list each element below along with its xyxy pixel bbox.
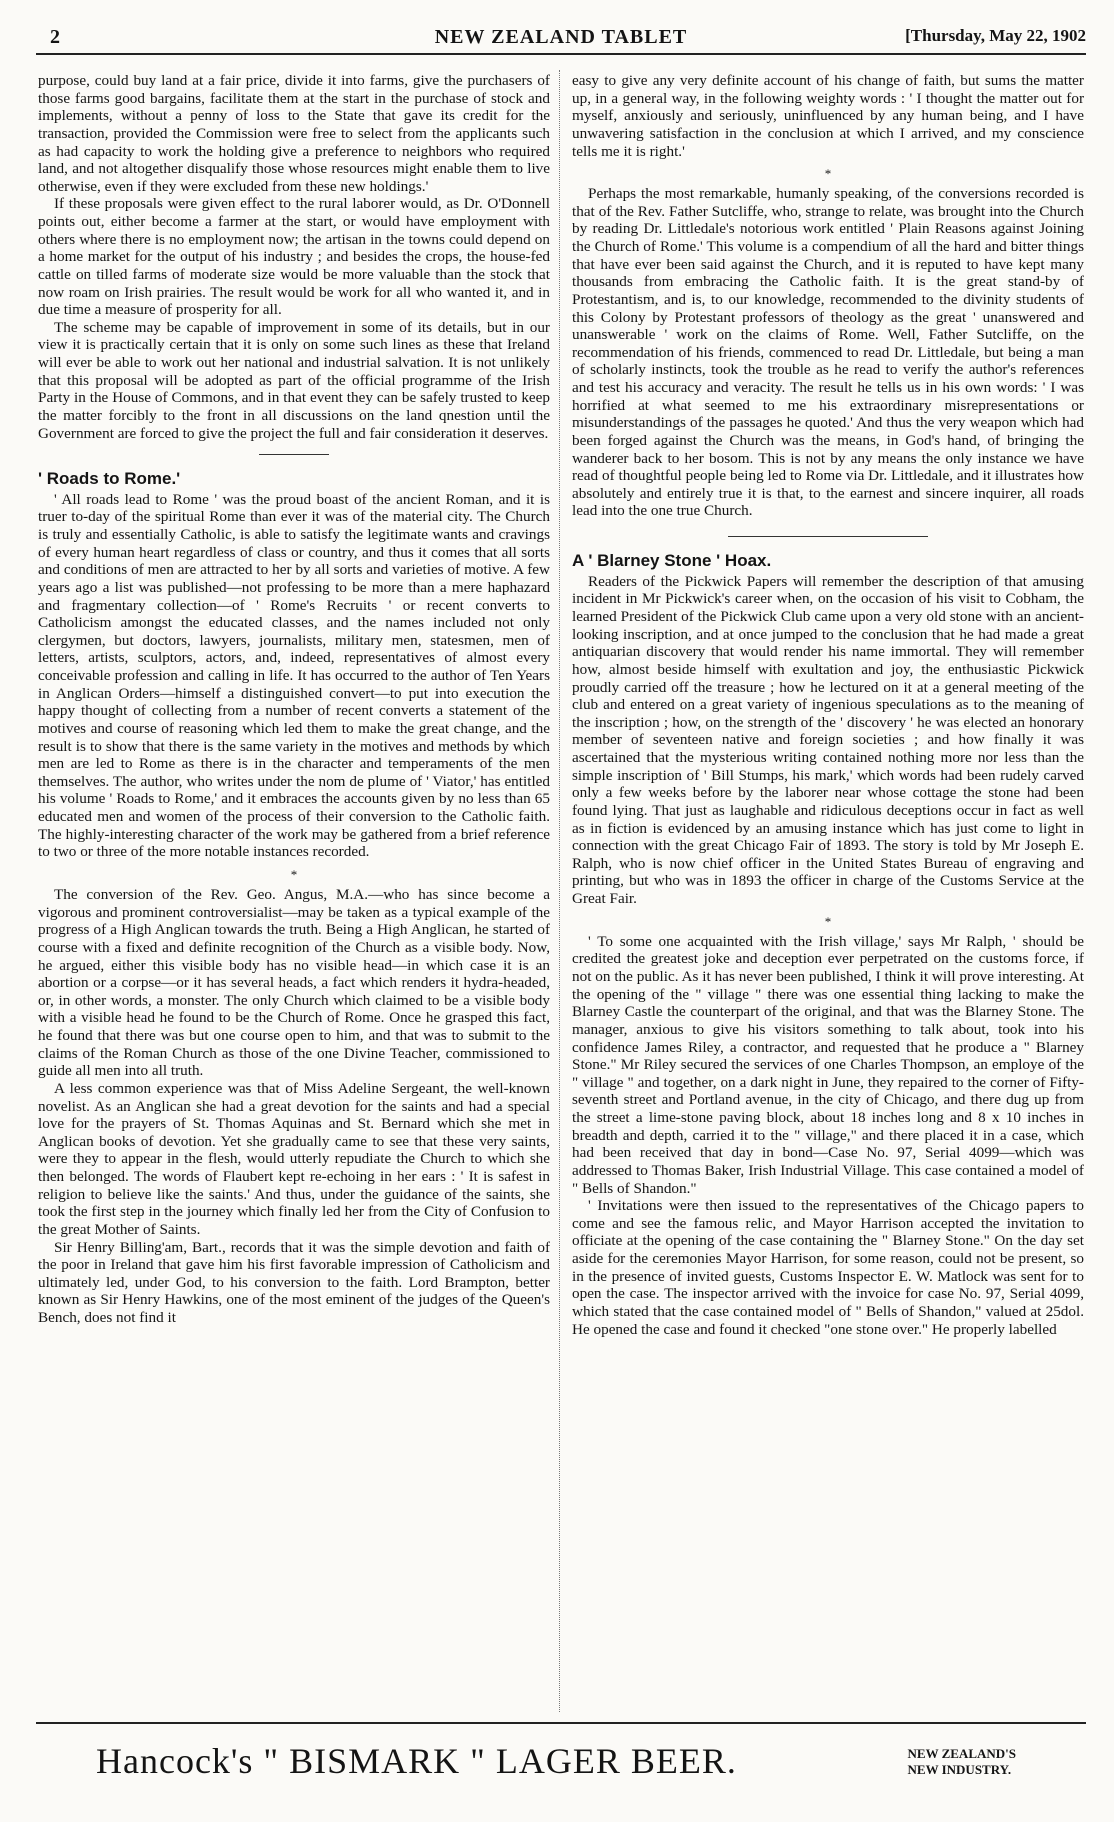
column-separator — [559, 70, 560, 1712]
issue-date: [Thursday, May 22, 1902 — [905, 26, 1086, 45]
paragraph: Sir Henry Billing'am, Bart., records that it was the simple devotion and faith of the poor in Ireland that gave him his first favorable impression of Catholicism and ultimately led, under God, to his conversion to the faith. Lord Brampton, better known as Sir Henry Hawkins, one of the most eminent of the judges of the Queen's Bench, does not find it — [38, 1238, 550, 1327]
footer-rule — [36, 1722, 1086, 1724]
masthead-title: NEW ZEALAND TABLET — [434, 26, 688, 48]
paragraph: easy to give any very definite account of his change of faith, but sums the matter up, in a general way, in the following weighty words : ' I thought the matter out for myself, anxiously and seriously, uninfluenced by any human being, and I have unwavering satisfaction in the conclusion at which I arrived, and my conscience tells me it is right.' — [572, 72, 1084, 160]
paragraph: If these proposals were given effect to the rural laborer would, as Dr. O'Donnell points out, either become a farmer at the start, or would have employment with others where there is no employment now; the artisan in the towns could depend on a home market for the output of his industry ; and besides the crops, the house-fed cattle on tilled farms of moderate size would be more valuable than the stock that now roam on Irish prairies. The result would be work for all who wanted it, and in due time a measure of prosperity for all. — [38, 195, 550, 319]
paragraph: The conversion of the Rev. Geo. Angus, M.A.—who has since become a vigorous and prominent controversialist—may be taken as a typical example of the progress of a High Anglican towards the truth. Being a High Anglican, he started of course with a fixed and definite recognition of the Church as a visible body. Now, he argued, either this visible body has no visible head—in which case it is an abortion or a corpse—or it has several heads, a fact which renders it hydra-headed, or, in other words, a monster. The only Church which claimed to be a visible body with a visible head he found to be the Church of Rome. Once he grasped this fact, he found that there was but one course open to him, and that was to submit to the claims of the Roman Church as those of the one Divine Teacher, commissioned to guide all men into all truth. — [38, 886, 550, 1080]
paragraph: ' All roads lead to Rome ' was the proud boast of the ancient Roman, and it is truer to-day of the spiritual Rome than ever it was of the material city. The Church is truly and essentially Catholic, is able to satisfy the legitimate wants and cravings of every human heart regardless of class or country, and thus it comes that all sorts and conditions of men are attracted to her by all sorts and varieties of motive. A few years ago a list was published—not professing to be more than a mere haphazard and fragmentary collection—of ' Rome's Recruits ' or recent converts to Catholicism amongst the educated classes, and the names included not only clergymen, but doctors, lawyers, journalists, military men, statesmen, men of letters, artists, sculptors, actors, and, indeed, representatives of almost every conceivable profession and calling in life. It has occurred to the author of Ten Years in Anglican Orders—himself a distinguished convert—to put into execution the happy thought of collecting from a number of recent converts a statement of the motives and course of reasoning which led them to make the great change, and the result is to show that there is the same variety in the motives and methods by which men are led to Rome as there is in the character and temperaments of the men themselves. The author, who writes under the nom de plume of ' Viator,' has entitled his volume ' Roads to Rome,' and it embraces the accounts given by no less than 65 educated men and women of the process of their conversion to the Catholic faith. The highly-interesting character of the work may be gathered from a brief reference to two or three of the more notable instances recorded. — [38, 490, 550, 861]
asterisk-divider: * — [824, 166, 832, 182]
section-heading-roads-to-rome: ' Roads to Rome.' — [38, 469, 181, 489]
footer-advertisement — [36, 1740, 1086, 1800]
ad-slogan: Hancock's " BISMARK " LAGER BEER. — [96, 1741, 737, 1781]
paragraph: ' Invitations were then issued to the representatives of the Chicago papers to come and see the famous relic, and Mayor Harrison accepted the invitation to officiate at the opening of the case containing the " Blarney Stone." On the day set aside for the ceremonies Mayor Harrison, for some reason, could not be present, so in the presence of invited guests, Customs Inspector E. W. Matlock was sent for to open the case. The inspector arrived with the invoice for case No. 97, Serial 4099, which stated that the case contained model of " Bells of Shandon," valued at 25dol. He opened the case and found it checked "one stone over." He properly labelled — [572, 1197, 1084, 1338]
ad-tagline-line: NEW ZEALAND'S — [907, 1746, 1016, 1761]
left-column — [38, 72, 550, 1712]
paragraph: ' To some one acquainted with the Irish village,' says Mr Ralph, ' should be credited the greatest joke and deception ever perpetrated on the customs force, if not on the public. As it has never been published, I think it will prove interesting. At the opening of the " village " there was one essential thing lacking to make the Blarney Castle the counterpart of the original, and that was the Blarney Stone. The manager, anxious to give his visitors something to talk about, took into his confidence James Riley, a contractor, and requested that he produce a " Blarney Stone." Mr Riley secured the services of one Charles Thompson, an employe of the " village " and together, on a dark night in June, they repaired to the corner of Fifty-seventh street and Portland avenue, in the city of Chicago, and there dug up from the street a lime-stone paving block, about 18 inches long and 8 x 10 inches in breadth and depth, carried it to the " village," and there placed it in a case, which had been received that day in bond—Case No. 97, Serial 4099—which was addressed to Thomas Baker, Irish Industrial Village. This case contained a model of " Bells of Shandon." — [572, 932, 1084, 1197]
paragraph: Perhaps the most remarkable, humanly speaking, of the conversions recorded is that of the Rev. Father Sutcliffe, who, strange to relate, was brought into the Church by reading Dr. Littledale's notorious work entitled ' Plain Reasons against Joining the Church of Rome.' This volume is a compendium of all the hard and bitter things that have ever been said against the Church, and it is reputed to have kept many thousands from embracing the Catholic faith. It is the great stand-by of Protestantism, and is, to our knowledge, recommended to the divinity students of this Colony by Protestant professors of theology as the great ' unanswered and unanswerable ' work on the claims of Rome. Well, Father Sutcliffe, on the recommendation of his friends, commenced to read Dr. Littledale, but being a man of scholarly instincts, took the trouble as he read to verify the author's references and test his accuracy and veracity. The result he tells us in his own words: ' I was horrified at what seemed to me his extraordinary misrepresentations or misunderstandings of the passages he quoted.' And thus the very weapon which had been forged against the Church was the means, in God's hand, of bringing the wanderer back to her bosom. This is not by any means the only instance we have read of thoughtful people being led to Rome via Dr. Littledale, and it illustrates how absolutely and entirely true it is that, to the earnest and sincere inquirer, all roads lead into the one true Church. — [572, 185, 1084, 520]
header-rule — [36, 53, 1086, 55]
right-column — [572, 72, 1084, 1712]
page-header — [36, 26, 1086, 56]
paragraph: purpose, could buy land at a fair price, divide it into farms, give the purchasers of those farms good bargains, facilitate them at the start in the purchase of stock and implements, without a penny of loss to the State that gave its credit for the transaction, provided the Commission were free to select from the applicants such as had capacity to work the holding give a preference to neighbors who required land, and not altogether disqualify those whose resources might enable them to live otherwise, even if they were excluded from these new holdings.' — [38, 72, 550, 195]
paragraph: Readers of the Pickwick Papers will remember the description of that amusing incident in Mr Pickwick's career when, on the occasion of his visit to Cobham, the learned President of the Pickwick Club came upon a very old stone with an ancient-looking inscription, and at once jumped to the conclusion that he had made a great antiquarian discovery that would render his name immortal. They will remember how, almost beside himself with exultation and joy, the enthusiastic Pickwick proudly carried off the treasure ; how he lectured on it at a general meeting of the club and entered on a great variety of ingenious speculations as to the meaning of the inscription ; how, on the strength of the ' discovery ' he was elected an honorary member of seventeen native and foreign societies ; and how finally it was ascertained that the mysterious writing contained nothing more nor less than the simple inscription of ' Bill Stumps, his mark,' which words had been rudely carved only a few weeks before by the laborer near whose cottage the stone had been found lying. That just as laughable and ridiculous deceptions occur in fact as well as in fiction is evidenced by an amusing instance which has just come to light in connection with the great Chicago Fair of 1893. The story is told by Mr Joseph E. Ralph, who is now chief officer in the United States Bureau of engraving and printing, but who was in 1893 the officer in charge of the Customs Service at the Great Fair. — [572, 572, 1084, 908]
section-heading-blarney-stone: A ' Blarney Stone ' Hoax. — [572, 551, 772, 571]
page-number: 2 — [50, 26, 60, 48]
asterisk-divider: * — [290, 866, 298, 882]
ad-tagline-line: NEW INDUSTRY. — [907, 1762, 1012, 1778]
section-divider — [728, 536, 928, 537]
ad-tagline — [908, 1746, 1016, 1779]
paragraph: A less common experience was that of Miss Adeline Sergeant, the well-known novelist. As an Anglican she had a great devotion for the saints and had a special love for the prayers of St. Thomas Aquinas and St. Bernard which she met in Anglican books of devotion. Yet she gradually came to see that these very saints, were they to appear in the flesh, would utterly repudiate the Church to which she then belonged. The words of Flaubert kept re-echoing in her ears : ' It is safest in religion to believe like the saints.' And thus, under the guidance of the saints, she took the first step in the journey which finally led her from the City of Confusion to the great Mother of Saints. — [38, 1079, 550, 1238]
section-divider — [259, 454, 329, 455]
paragraph: The scheme may be capable of improvement in some of its details, but in our view it is practically certain that it is only on some such lines as these that Ireland will ever be able to work out her national and industrial salvation. It is not unlikely that this proposal will be adopted as part of the official programme of the Irish Party in the House of Commons, and in that event they can be safely trusted to keep the matter forcibly to the front in all discussions on the land qnestion until the Government are forced to give the project the full and fair consideration it deserves. — [38, 318, 550, 442]
asterisk-divider: * — [824, 913, 832, 929]
